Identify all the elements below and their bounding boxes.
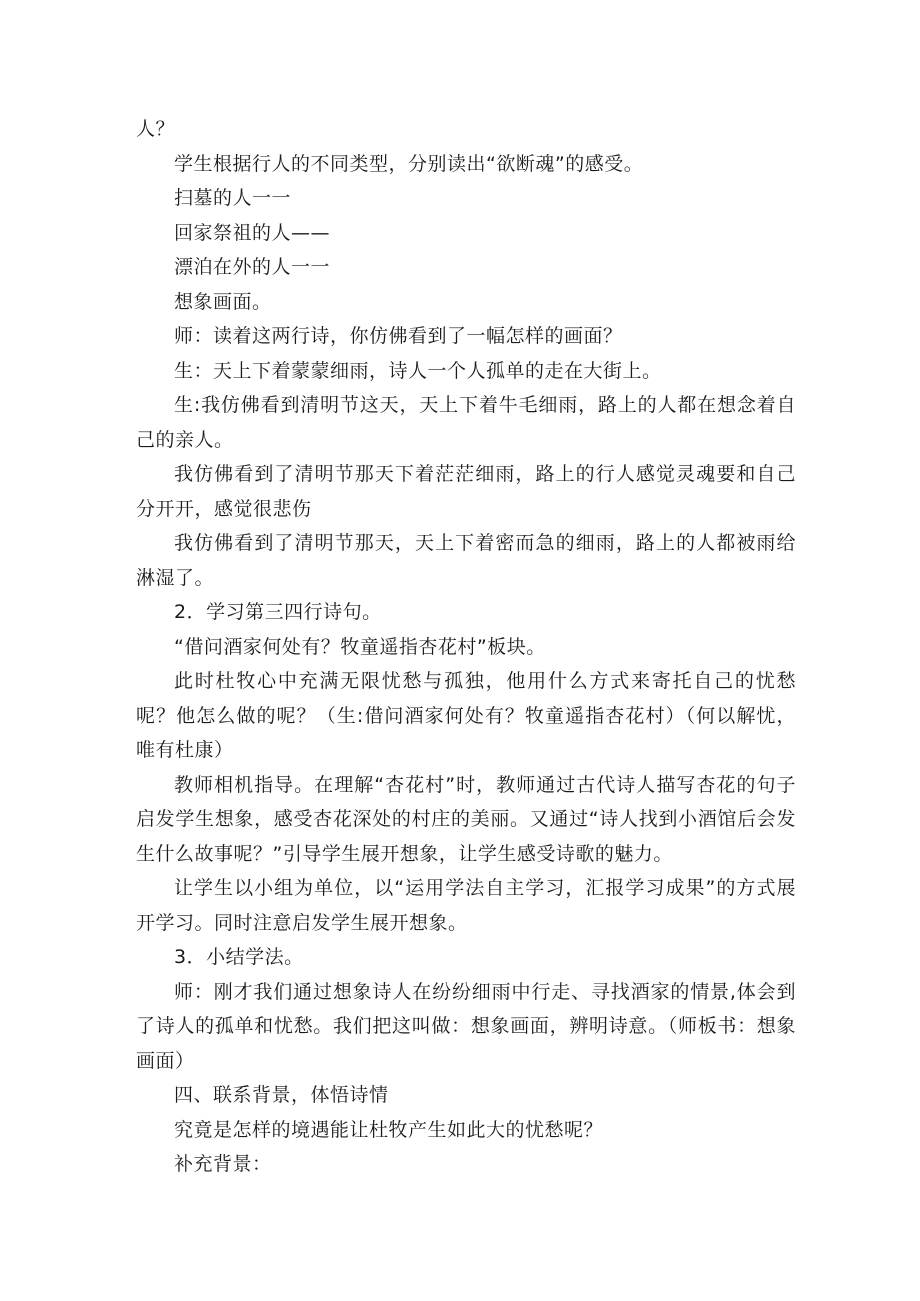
paragraph: 生:我仿佛看到清明节这天，天上下着牛毛细雨，路上的人都在想念着自己的亲人。 [136, 394, 796, 451]
paragraph: 学生根据行人的不同类型，分别读出“欲断魂”的感受。 [174, 152, 644, 175]
section-heading: 2．学习第三四行诗句。 [174, 601, 382, 623]
paragraph: 我仿佛看到了清明节那天下着茫茫细雨，路上的行人感觉灵魂要和自己分开开，感觉很悲伤 [136, 463, 796, 520]
paragraph: 师：刚才我们通过想象诗人在纷纷细雨中行走、寻找酒家的情景,体会到了诗人的孤单和忧愁。我们把这叫做：想象画面，辨明诗意。（师板书：想象画面） [136, 980, 796, 1072]
paragraph: 究竟是怎样的境遇能让杜牧产生如此大的忧愁呢？ [174, 1118, 604, 1141]
paragraph: 扫墓的人一一 [174, 187, 292, 209]
paragraph: 教师相机指导。在理解“杏花村”时，教师通过古代诗人描写杏花的句子启发学生想象，感受杏花深处的村庄的美丽。又通过“诗人找到小酒馆后会发生什么故事呢？”引导学生展开想象，让学生感受诗歌的魅力。 [136, 773, 796, 865]
paragraph: 想象画面。 [174, 290, 272, 313]
paragraph: 此时杜牧心中充满无限忧愁与孤独，他用什么方式来寄托自己的忧愁呢？他怎么做的呢？（生:借问酒家何处有？牧童遥指杏花村）（何以解忧，唯有杜康） [136, 670, 796, 761]
section-heading: 3．小结学法。 [174, 946, 304, 968]
section-heading: 四、联系背景，体悟诗情 [174, 1084, 389, 1106]
document-body [136, 112, 796, 1182]
paragraph: 补充背景： [174, 1153, 272, 1175]
paragraph: 生：天上下着蒙蒙细雨，诗人一个人孤单的走在大街上。 [174, 359, 662, 382]
paragraph: 回家祭祖的人—— [174, 221, 331, 244]
paragraph: “借问酒家何处有？牧童遥指杏花村”板块。 [174, 635, 546, 658]
paragraph: 师：读着这两行诗，你仿佛看到了一幅怎样的画面？ [174, 325, 623, 347]
paragraph: 让学生以小组为单位，以“运用学法自主学习，汇报学习成果”的方式展开学习。同时注意启发学生展开想象。 [136, 877, 796, 934]
paragraph: 人？ [136, 118, 176, 140]
paragraph: 我仿佛看到了清明节那天，天上下着密而急的细雨，路上的人都被雨给淋湿了。 [136, 532, 796, 589]
paragraph: 漂泊在外的人一一 [174, 256, 331, 278]
